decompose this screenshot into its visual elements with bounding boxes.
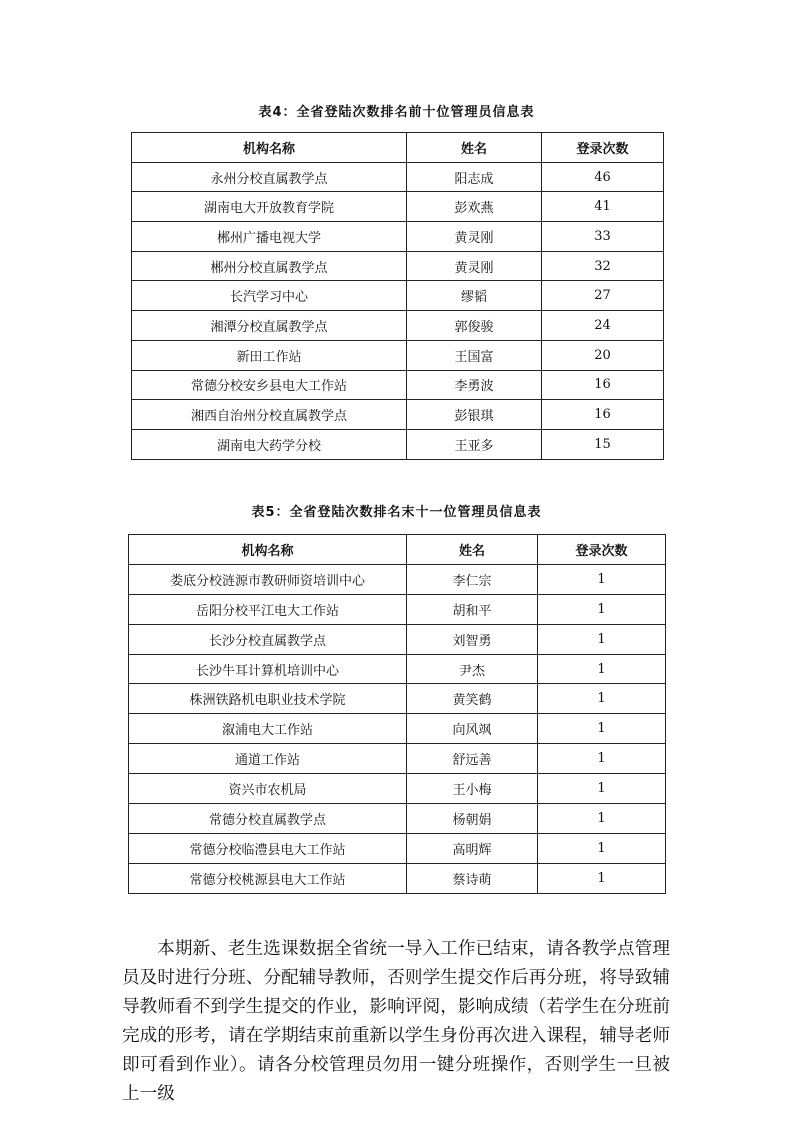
body-paragraph: 本期新、老生选课数据全省统一导入工作已结束，请各教学点管理员及时进行分班、分配辅导教师，否则学生提交作后再分班，将导致辅导教师看不到学生提交的作业，影响评阅，影响成绩（若学生在分班前完成的形考，请在学期结束前重新以学生身份再次进入课程，辅导老师即可看到作业）。请各分校管理员勿用一键分班操作，否则学生一旦被上一级	[122, 939, 670, 1104]
table-row	[132, 370, 664, 400]
cell-name: 李仁宗	[407, 564, 538, 594]
cell-institution: 溆浦电大工作站	[129, 714, 407, 744]
cell-institution: 湖南电大药学分校	[132, 429, 407, 459]
cell-login-count: 1	[538, 804, 666, 834]
column-header-login-count: 登录次数	[542, 133, 664, 163]
table-row	[129, 654, 666, 684]
table-row	[129, 714, 666, 744]
cell-institution: 常德分校安乡县电大工作站	[132, 370, 407, 400]
cell-name: 郭俊骏	[407, 311, 542, 341]
table-row	[129, 804, 666, 834]
table4	[131, 132, 664, 460]
cell-institution: 永州分校直属教学点	[132, 162, 407, 192]
cell-institution: 湘西自治州分校直属教学点	[132, 400, 407, 430]
table5	[128, 534, 666, 894]
cell-name: 阳志成	[407, 162, 542, 192]
table-row	[132, 192, 664, 222]
cell-login-count: 1	[538, 684, 666, 714]
cell-name: 杨朝娟	[407, 804, 538, 834]
table-row	[129, 624, 666, 654]
cell-name: 李勇波	[407, 370, 542, 400]
cell-institution: 株洲铁路机电职业技术学院	[129, 684, 407, 714]
cell-login-count: 1	[538, 714, 666, 744]
table-row	[129, 833, 666, 863]
cell-name: 黄灵刚	[407, 222, 542, 252]
cell-login-count: 1	[538, 774, 666, 804]
table-row	[129, 594, 666, 624]
cell-name: 彭银琪	[407, 400, 542, 430]
cell-login-count: 27	[542, 281, 664, 311]
cell-institution: 娄底分校涟源市教研师资培训中心	[129, 564, 407, 594]
cell-login-count: 16	[542, 400, 664, 430]
table-row	[132, 222, 664, 252]
cell-institution: 资兴市农机局	[129, 774, 407, 804]
cell-name: 舒远善	[407, 744, 538, 774]
cell-name: 缪韬	[407, 281, 542, 311]
cell-login-count: 16	[542, 370, 664, 400]
cell-name: 王国富	[407, 340, 542, 370]
column-header-institution: 机构名称	[129, 535, 407, 565]
cell-institution: 常德分校临澧县电大工作站	[129, 833, 407, 863]
table5-caption: 表5：全省登陆次数排名末十一位管理员信息表	[251, 505, 542, 520]
table-header-row	[129, 535, 666, 565]
cell-institution: 郴州分校直属教学点	[132, 251, 407, 281]
cell-login-count: 32	[542, 251, 664, 281]
cell-institution: 长沙分校直属教学点	[129, 624, 407, 654]
cell-name: 刘智勇	[407, 624, 538, 654]
table-row	[129, 564, 666, 594]
cell-name: 王亚多	[407, 429, 542, 459]
cell-login-count: 20	[542, 340, 664, 370]
cell-login-count: 15	[542, 429, 664, 459]
cell-login-count: 1	[538, 594, 666, 624]
cell-name: 王小梅	[407, 774, 538, 804]
cell-name: 向风飒	[407, 714, 538, 744]
cell-institution: 湖南电大开放教育学院	[132, 192, 407, 222]
table4-caption: 表4：全省登陆次数排名前十位管理员信息表	[258, 105, 535, 120]
table-row	[129, 863, 666, 893]
table-row	[129, 684, 666, 714]
cell-institution: 常德分校直属教学点	[129, 804, 407, 834]
column-header-name: 姓名	[407, 535, 538, 565]
cell-login-count: 33	[542, 222, 664, 252]
column-header-institution: 机构名称	[132, 133, 407, 163]
cell-name: 蔡诗萌	[407, 863, 538, 893]
cell-login-count: 1	[538, 863, 666, 893]
table-row	[129, 774, 666, 804]
cell-login-count: 1	[538, 744, 666, 774]
cell-login-count: 1	[538, 624, 666, 654]
table-row	[132, 429, 664, 459]
table-row	[132, 340, 664, 370]
cell-name: 高明辉	[407, 833, 538, 863]
table-row	[132, 400, 664, 430]
cell-login-count: 1	[538, 654, 666, 684]
table-row	[132, 311, 664, 341]
column-header-login-count: 登录次数	[538, 535, 666, 565]
cell-name: 黄灵刚	[407, 251, 542, 281]
column-header-name: 姓名	[407, 133, 542, 163]
cell-institution: 长汽学习中心	[132, 281, 407, 311]
cell-institution: 湘潭分校直属教学点	[132, 311, 407, 341]
cell-login-count: 1	[538, 833, 666, 863]
table-row	[129, 744, 666, 774]
cell-login-count: 41	[542, 192, 664, 222]
table-row	[132, 281, 664, 311]
cell-login-count: 24	[542, 311, 664, 341]
cell-name: 尹杰	[407, 654, 538, 684]
cell-institution: 岳阳分校平江电大工作站	[129, 594, 407, 624]
cell-institution: 通道工作站	[129, 744, 407, 774]
cell-name: 彭欢燕	[407, 192, 542, 222]
cell-name: 黄笑鹤	[407, 684, 538, 714]
cell-institution: 长沙牛耳计算机培训中心	[129, 654, 407, 684]
cell-institution: 常德分校桃源县电大工作站	[129, 863, 407, 893]
cell-institution: 郴州广播电视大学	[132, 222, 407, 252]
cell-name: 胡和平	[407, 594, 538, 624]
table-header-row	[132, 133, 664, 163]
cell-institution: 新田工作站	[132, 340, 407, 370]
cell-login-count: 46	[542, 162, 664, 192]
table-row	[132, 162, 664, 192]
cell-login-count: 1	[538, 564, 666, 594]
table-row	[132, 251, 664, 281]
